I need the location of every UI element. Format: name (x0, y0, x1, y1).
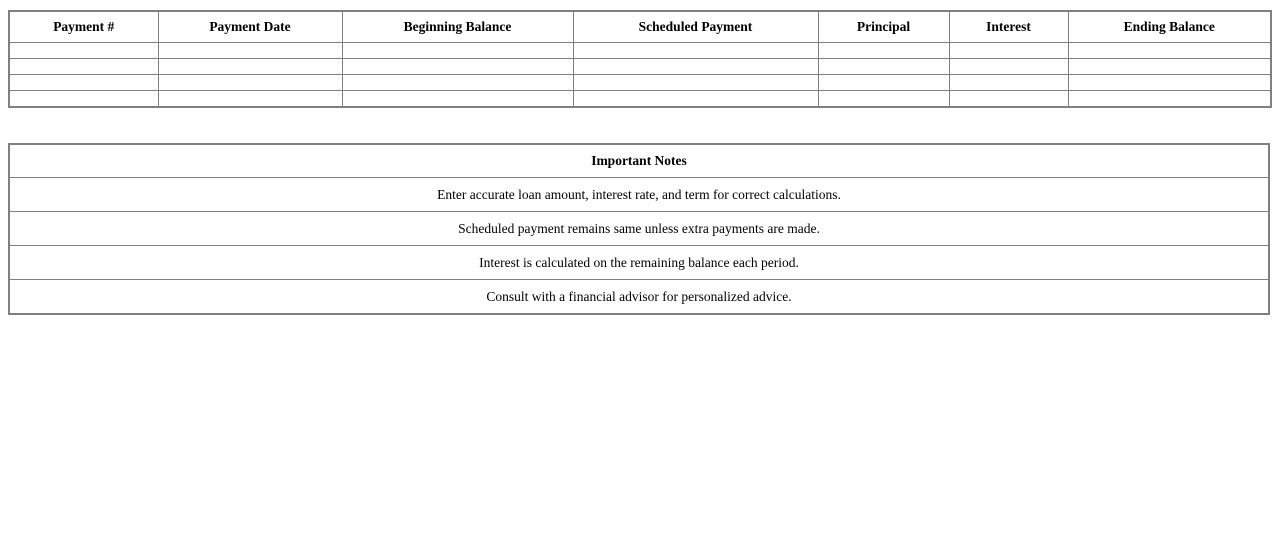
note-text: Scheduled payment remains same unless extra payments are made. (9, 212, 1269, 246)
note-text: Consult with a financial advisor for personalized advice. (9, 280, 1269, 315)
empty-cell (573, 75, 818, 91)
empty-cell (949, 59, 1068, 75)
empty-cell (158, 75, 342, 91)
empty-cell (342, 59, 573, 75)
column-header-ending-balance: Ending Balance (1068, 11, 1271, 43)
empty-cell (573, 91, 818, 108)
note-row (9, 280, 1269, 315)
column-header-payment-date: Payment Date (158, 11, 342, 43)
empty-cell (1068, 75, 1271, 91)
empty-cell (9, 91, 158, 108)
amortization-table-body (9, 43, 1271, 108)
column-header-beginning-balance: Beginning Balance (342, 11, 573, 43)
amortization-header-row (9, 11, 1271, 43)
empty-cell (1068, 59, 1271, 75)
column-header-interest: Interest (949, 11, 1068, 43)
note-row (9, 212, 1269, 246)
empty-cell (158, 91, 342, 108)
notes-header-row (9, 144, 1269, 178)
amortization-schedule-table (8, 10, 1272, 108)
empty-cell (818, 91, 949, 108)
empty-cell (818, 59, 949, 75)
empty-cell (818, 75, 949, 91)
important-notes-table (8, 143, 1270, 315)
table-row (9, 75, 1271, 91)
empty-cell (9, 75, 158, 91)
column-header-scheduled-payment: Scheduled Payment (573, 11, 818, 43)
empty-cell (573, 43, 818, 59)
empty-cell (342, 75, 573, 91)
note-text: Enter accurate loan amount, interest rate, and term for correct calculations. (9, 178, 1269, 212)
table-row (9, 59, 1271, 75)
empty-cell (1068, 91, 1271, 108)
empty-cell (158, 43, 342, 59)
table-row (9, 43, 1271, 59)
empty-cell (573, 59, 818, 75)
notes-table-body (9, 178, 1269, 315)
notes-title: Important Notes (9, 144, 1269, 178)
empty-cell (818, 43, 949, 59)
empty-cell (9, 43, 158, 59)
note-text: Interest is calculated on the remaining balance each period. (9, 246, 1269, 280)
empty-cell (949, 91, 1068, 108)
empty-cell (342, 91, 573, 108)
empty-cell (949, 43, 1068, 59)
column-header-principal: Principal (818, 11, 949, 43)
empty-cell (949, 75, 1068, 91)
note-row (9, 178, 1269, 212)
note-row (9, 246, 1269, 280)
empty-cell (9, 59, 158, 75)
empty-cell (158, 59, 342, 75)
table-row (9, 91, 1271, 108)
column-header-payment-number: Payment # (9, 11, 158, 43)
empty-cell (1068, 43, 1271, 59)
empty-cell (342, 43, 573, 59)
